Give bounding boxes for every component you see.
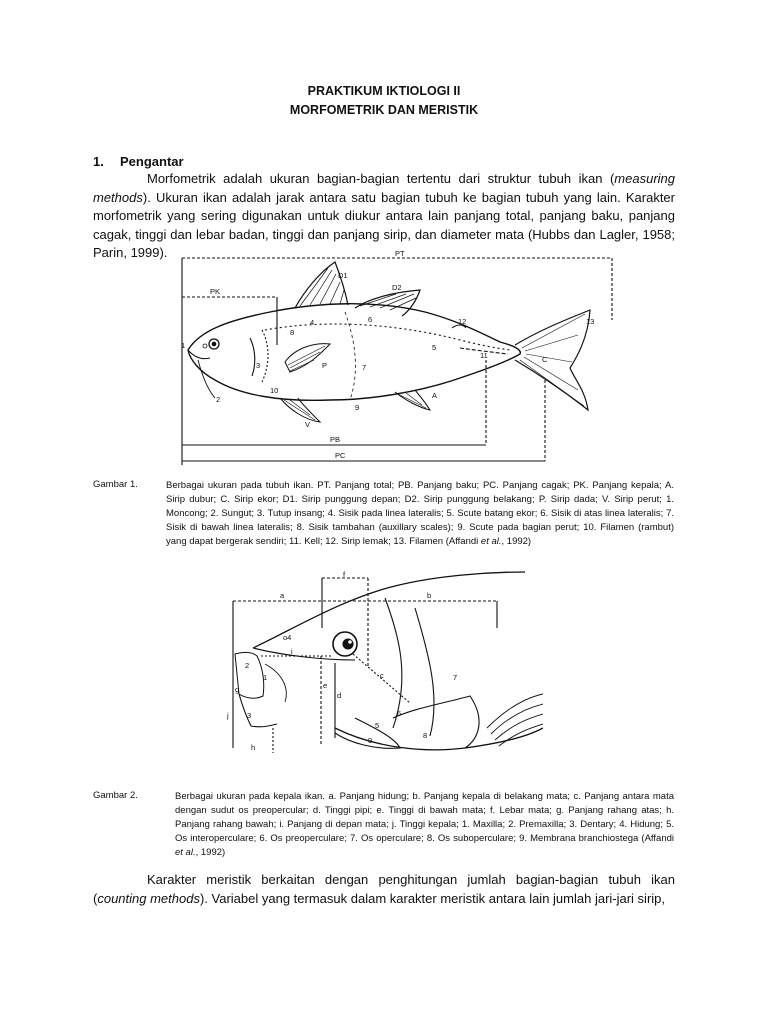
fig1-mark-9: 9 [355,403,360,412]
fig1-mark-d1: D1 [338,271,348,280]
fig1-mark-4: 4 [310,318,315,327]
fig2-mark-f: f [343,570,346,579]
fig1-mark-11: 11 [480,351,488,360]
fig1-mark-8: 8 [290,328,295,337]
fig1-mark-p: P [322,361,328,370]
section-title: Pengantar [120,154,184,169]
paragraph1-text-b: ). Ukuran ikan adalah jarak antara satu bagian tubuh ke bagian tubuh yang lain. Karakter morfometrik yang sering digunakan untuk diukur antara lain panjang total, panjang baku, panjang cagak, tinggi dan lebar badan, tinggi dan panjang sirip, dan diameter mata (Hubbs dan Lagler, 1958; Parin, 1999). [93,189,675,261]
fig1-mark-3: 3 [256,361,261,370]
figure2-caption-end: , 1992) [195,847,226,858]
fig2-mark-g: g [235,685,240,694]
fish-body-figure [170,250,620,468]
figure1-caption-italic: et al. [480,536,502,547]
fig1-mark-a: A [432,391,438,400]
figure1-caption [166,479,674,549]
fig1-mark-7: 7 [362,363,367,372]
fig2-mark-4: o4 [283,633,292,642]
paragraph2-italic: counting methods [97,890,200,906]
section-heading [93,154,184,169]
figure2-caption-text: Berbagai ukuran pada kepala ikan. a. Panjang hidung; b. Panjang kepala di belakang mata; c. Panjang antara mata dengan sudut os preopercular; d. Tinggi pipi; e. Tinggi di bawah mata; f. Lebar mata; g. Panjang rahang atas; h. Panjang rahang bawah; i. Panjang di depan mata; j. Tinggi kepala; 1. Maxilla; 2. Premaxilla; 3. Dentary; 4. Hidung; 5. Os interoperculare; 6. Os preoperculare; 7. Os operculare; 8. Os suboperculare; 9. Membrana branchiostega (Affandi [175,791,674,844]
figure1-caption-text: Berbagai ukuran pada tubuh ikan. PT. Panjang total; PB. Panjang baku; PC. Panjang cagak; PK. Panjang kepala; A. Sirip dubur; C. Sirip ekor; D1. Sirip punggung depan; D2. Sirip punggung belakang; P. Sirip dada; V. Sirip perut; 1. Moncong; 2. Sungut; 3. Tutup insang; 4. Sisik pada linea lateralis; 5. Scute batang ekor; 6. Sisik di atas linea lateralis; 7. Sisik di bawah linea lateralis; 8. Sisik tambahan (auxillary scales); 9. Scute pada bagian perut; 10. Filamen (rambut) yang dapat bergerak sendiri; 11. Kell; 12. Sirip lemak; 13. Filamen (Affandi [166,480,674,547]
meristic-paragraph [93,871,675,908]
fig1-mark-pc: PC [335,451,346,460]
paragraph1-text-a: Morfometrik adalah ukuran bagian-bagian tertentu dari struktur tubuh ikan ( [147,171,615,186]
fig2-mark-e: e [323,681,328,690]
fig1-mark-2: 2 [216,395,221,404]
fig2-mark-i: i [291,647,293,656]
fig2-mark-8: 8 [423,731,428,740]
fig2-mark-3: 3 [247,711,252,720]
fig2-mark-a: a [280,591,285,600]
fig1-mark-10: 10 [270,386,279,395]
fish-head-figure [225,568,543,768]
paragraph1-italic: measuring methods [93,171,675,205]
fig1-mark-pk: PK [210,287,221,296]
document-title: PRAKTIKUM IKTIOLOGI II [307,84,461,98]
fig2-mark-h: h [251,743,256,752]
fig1-mark-v: V [305,420,311,429]
paragraph2-text-b: ). Variabel yang termasuk dalam karakter meristik antara lain jumlah jari-jari sirip, [199,890,666,906]
fig2-mark-7: 7 [453,673,458,682]
figure1-caption-end: , 1992) [501,536,532,547]
fig2-mark-1: 1 [263,673,268,682]
figure2-caption-italic: et al. [175,847,196,858]
fig2-mark-b: b [427,591,432,600]
fig1-mark-pt: PT [395,250,405,258]
fig1-mark-13: 13 [586,317,595,326]
fig1-mark-12: 12 [458,317,467,326]
fig1-mark-c: C [542,355,548,364]
fig1-mark-6: 6 [368,315,373,324]
fig1-mark-d2: D2 [392,283,402,292]
fig1-mark-pb: PB [330,435,341,444]
figure2-caption [175,790,674,860]
fig1-mark-5: 5 [432,343,437,352]
fig2-mark-6: 6 [397,709,402,718]
fig2-mark-c: c [380,671,384,680]
figure1-label: Gambar 1. [93,479,138,490]
fig2-mark-2: 2 [245,661,250,670]
paragraph2-text-a: Karakter meristik berkaitan dengan penghitungan jumlah bagian-bagian tubuh ikan ( [93,872,675,906]
fig2-mark-5: 5 [375,721,380,730]
document-subtitle: MORFOMETRIK DAN MERISTIK [289,103,479,117]
section-number: 1. [93,154,104,169]
fig2-mark-d: d [337,691,342,700]
fig2-mark-9: 9 [368,736,373,745]
fig1-mark-1: 1 [181,341,186,350]
fig2-mark-j: j [227,711,229,720]
figure2-label: Gambar 2. [93,790,138,801]
